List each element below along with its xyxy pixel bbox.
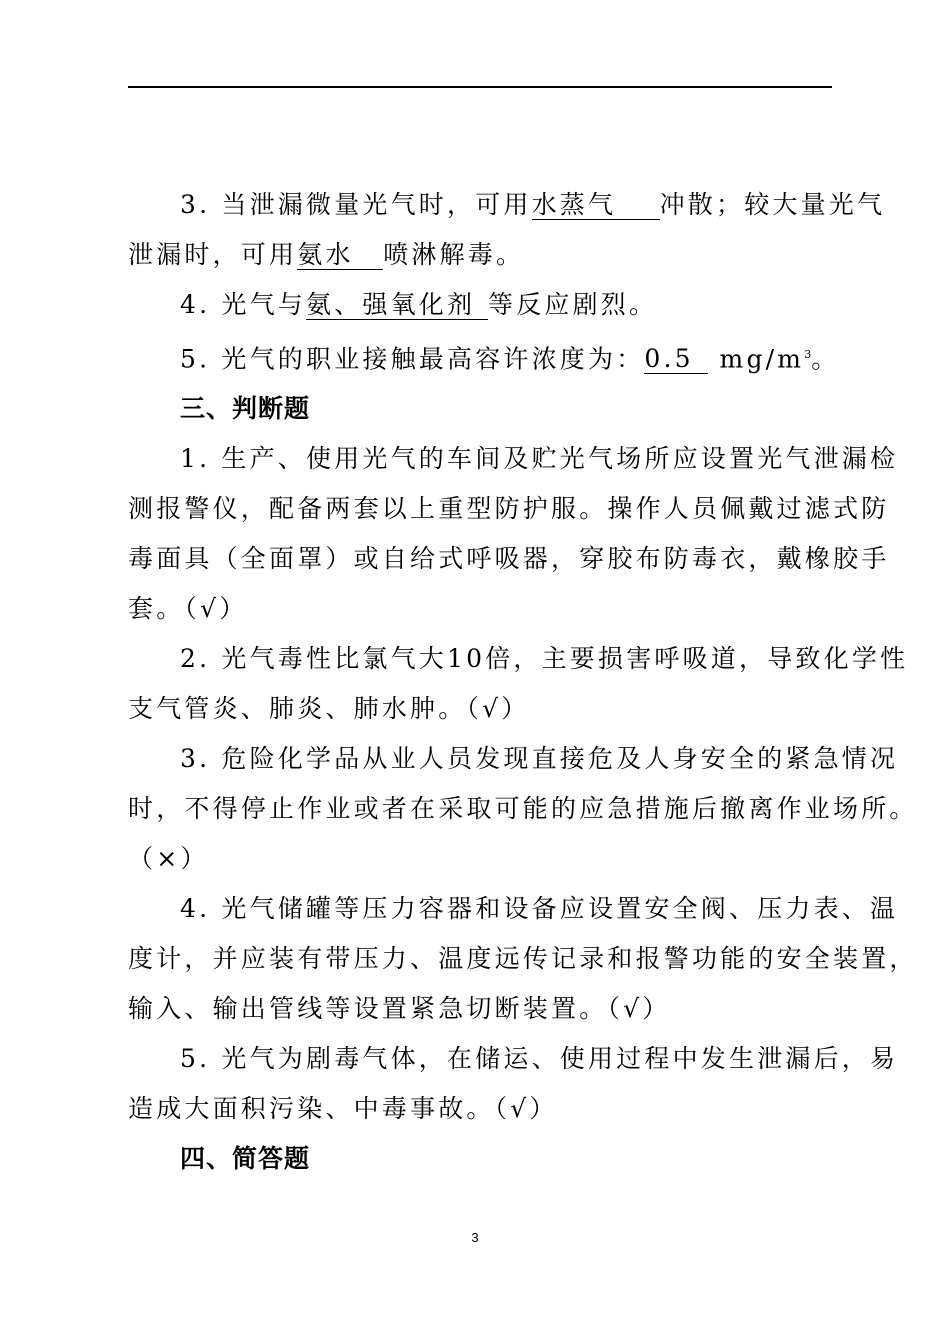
judgment-heading: 三、判断题 xyxy=(180,394,311,424)
j1-line-3: 毒面具（全面罩）或自给式呼吸器，穿胶布防毒衣，戴橡胶手 xyxy=(128,544,890,574)
j4-line-1: 4. 光气储罐等压力容器和设备应设置安全阀、压力表、温 xyxy=(180,894,899,924)
short-answer-heading: 四、简答题 xyxy=(180,1144,311,1174)
j1-line-1: 1. 生产、使用光气的车间及贮光气场所应设置光气泄漏检 xyxy=(180,444,899,474)
j4-line-2: 度计，并应装有带压力、温度远传记录和报警功能的安全装置， xyxy=(128,944,918,974)
j1-line-4: 套。（√） xyxy=(128,594,248,624)
q3-answer-2: 氨水 xyxy=(297,241,383,270)
q5-answer: 0.5 xyxy=(644,345,708,374)
page-number: 3 xyxy=(471,1230,479,1245)
j5-line-2: 造成大面积污染、中毒事故。（√） xyxy=(128,1094,558,1124)
j2-line-2: 支气管炎、肺炎、肺水肿。（√） xyxy=(128,694,530,724)
j3-line-3: （×） xyxy=(128,844,209,874)
j2-line-1: 2. 光气毒性比氯气大10倍，主要损害呼吸道，导致化学性 xyxy=(180,644,909,674)
document-body xyxy=(128,180,918,1184)
j4-line-3: 输入、输出管线等设置紧急切断装置。（√） xyxy=(128,994,671,1024)
header-rule xyxy=(128,86,832,88)
q3-line-1: 3. 当泄漏微量光气时，可用水蒸气 冲散；较大量光气 xyxy=(180,190,886,219)
q4-answer: 氨、强氧化剂 xyxy=(306,291,488,320)
j1-line-2: 测报警仪，配备两套以上重型防护服。操作人员佩戴过滤式防 xyxy=(128,494,890,524)
q4-line: 4. 光气与氨、强氧化剂 等反应剧烈。 xyxy=(180,290,658,319)
q3-line-2: 泄漏时，可用氨水 喷淋解毒。 xyxy=(128,240,525,269)
q3-answer-1: 水蒸气 xyxy=(532,191,660,220)
j5-line-1: 5. 光气为剧毒气体，在储运、使用过程中发生泄漏后，易 xyxy=(180,1044,899,1074)
q5-line: 5. 光气的职业接触最高容许浓度为：0.5 $mg/m^3$。 xyxy=(180,344,840,374)
j3-line-2: 时，不得停止作业或者在采取可能的应急措施后撤离作业场所。 xyxy=(128,794,918,824)
j3-line-1: 3. 危险化学品从业人员发现直接危及人身安全的紧急情况 xyxy=(180,744,899,774)
